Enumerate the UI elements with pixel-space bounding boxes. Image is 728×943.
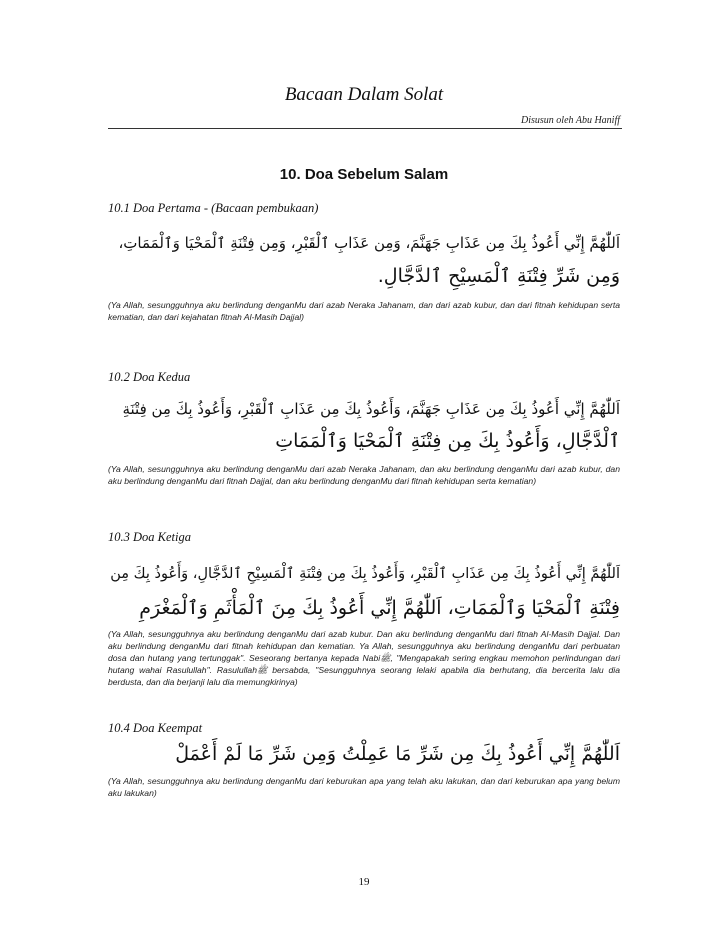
arabic-text-line: اَللّٰهُمَّ إِنِّي أَعُوذُ بِكَ مِن عَذَابِ جَهَنَّمَ، وَأَعُوذُ بِكَ مِن عَذَابِ ٱلْقَبْرِ، وَأَعُوذُ بِكَ مِن فِتْنَةِ — [122, 400, 620, 418]
chapter-title: 10. Doa Sebelum Salam — [279, 166, 449, 183]
section-heading-3: 10.3 Doa Ketiga — [108, 530, 191, 544]
arabic-text-line: اَللّٰهُمَّ إِنِّي أَعُوذُ بِكَ مِن عَذَابِ جَهَنَّمَ، وَمِن عَذَابِ ٱلْقَبْرِ، وَمِن فِتْنَةِ ٱلْمَحْيَا وَٱلْمَمَاتِ، — [118, 234, 620, 252]
translation-paragraph: (Ya Allah, sesungguhnya aku berlindung denganMu dari azab Neraka Jahanam, dan aku berlindung denganMu dari azab kubur, dan aku berlindung denganMu dari fitnah Dajjal, dan aku berlindung denganMu dari fitnah kehidupan serta kematian) — [108, 464, 620, 486]
arabic-text-line: فِتْنَةِ ٱلْمَحْيَا وَٱلْمَمَاتِ، اَللّٰهُمَّ إِنِّي أَعُوذُ بِكَ مِنَ ٱلْمَأْثَمِ وَٱلْمَغْرَمِ — [139, 597, 620, 619]
arabic-text-line: ٱلْدَّجَّالِ، وَأَعُوذُ بِكَ مِن فِتْنَةِ ٱلْمَحْيَا وَٱلْمَمَاتِ — [275, 430, 620, 452]
translation-paragraph: (Ya Allah, sesungguhnya aku berlindung denganMu dari azab Neraka Jahanam, dan dari azab kubur, dan dari fitnah kehidupan serta kematian, dan dari kejahatan fitnah Al-Masih Dajjal) — [108, 300, 620, 322]
document-title: Bacaan Dalam Solat — [284, 84, 444, 105]
section-heading-2: 10.2 Doa Kedua — [108, 370, 191, 384]
arabic-text-line: اَللّٰهُمَّ إِنِّي أَعُوذُ بِكَ مِن شَرِّ مَا عَمِلْتُ وَمِن شَرِّ مَا لَمْ أَعْمَلْ — [175, 743, 620, 765]
page-number: 19 — [358, 876, 370, 888]
translation-paragraph: (Ya Allah, sesungguhnya aku berlindung denganMu dari keburukan apa yang telah aku lakukan, dan dari keburukan apa yang belum aku lakukan) — [108, 776, 620, 798]
header-rule — [108, 128, 622, 129]
arabic-text-line: وَمِن شَرِّ فِتْنَةِ ٱلْمَسِيْحِ ٱلدَّجَّالِ. — [377, 265, 620, 287]
section-heading-4: 10.4 Doa Keempat — [108, 721, 203, 735]
arabic-text-line: اَللّٰهُمَّ إِنِّي أَعُوذُ بِكَ مِن عَذَابِ ٱلْقَبْرِ، وَأَعُوذُ بِكَ مِن فِتْنَةِ ٱلْمَسِيْحِ ٱلدَّجَّالِ، وَأَعُوذُ بِكَ مِن — [110, 566, 620, 582]
translation-paragraph: (Ya Allah, sesungguhnya aku berlindung denganMu dari azab kubur. Dan aku berlindung denganMu dari fitnah Al-Masih Dajjal. Dan aku berlindung denganMu dari fitnah kehidupan dan kematian. Ya Allah, sesungguhnya aku berlindung denganMu dari perbuatan dosa dan hutang yang tertunggak". Seseorang bertanya kepada Nabiﷺ, "Mengapakah sering engkau memohon perlindungan dari hutang wahai Rasulullah". Rasulullahﷺ bersabda, "Sesungguhnya seorang lelaki apabila dia berhutang, dia bercerita lalu dia berdusta, dan dia berjanji lalu dia memungkirinya) — [108, 629, 620, 687]
section-heading-1: 10.1 Doa Pertama - (Bacaan pembukaan) — [108, 201, 319, 215]
author-credit: Disusun oleh Abu Haniff — [521, 115, 620, 126]
